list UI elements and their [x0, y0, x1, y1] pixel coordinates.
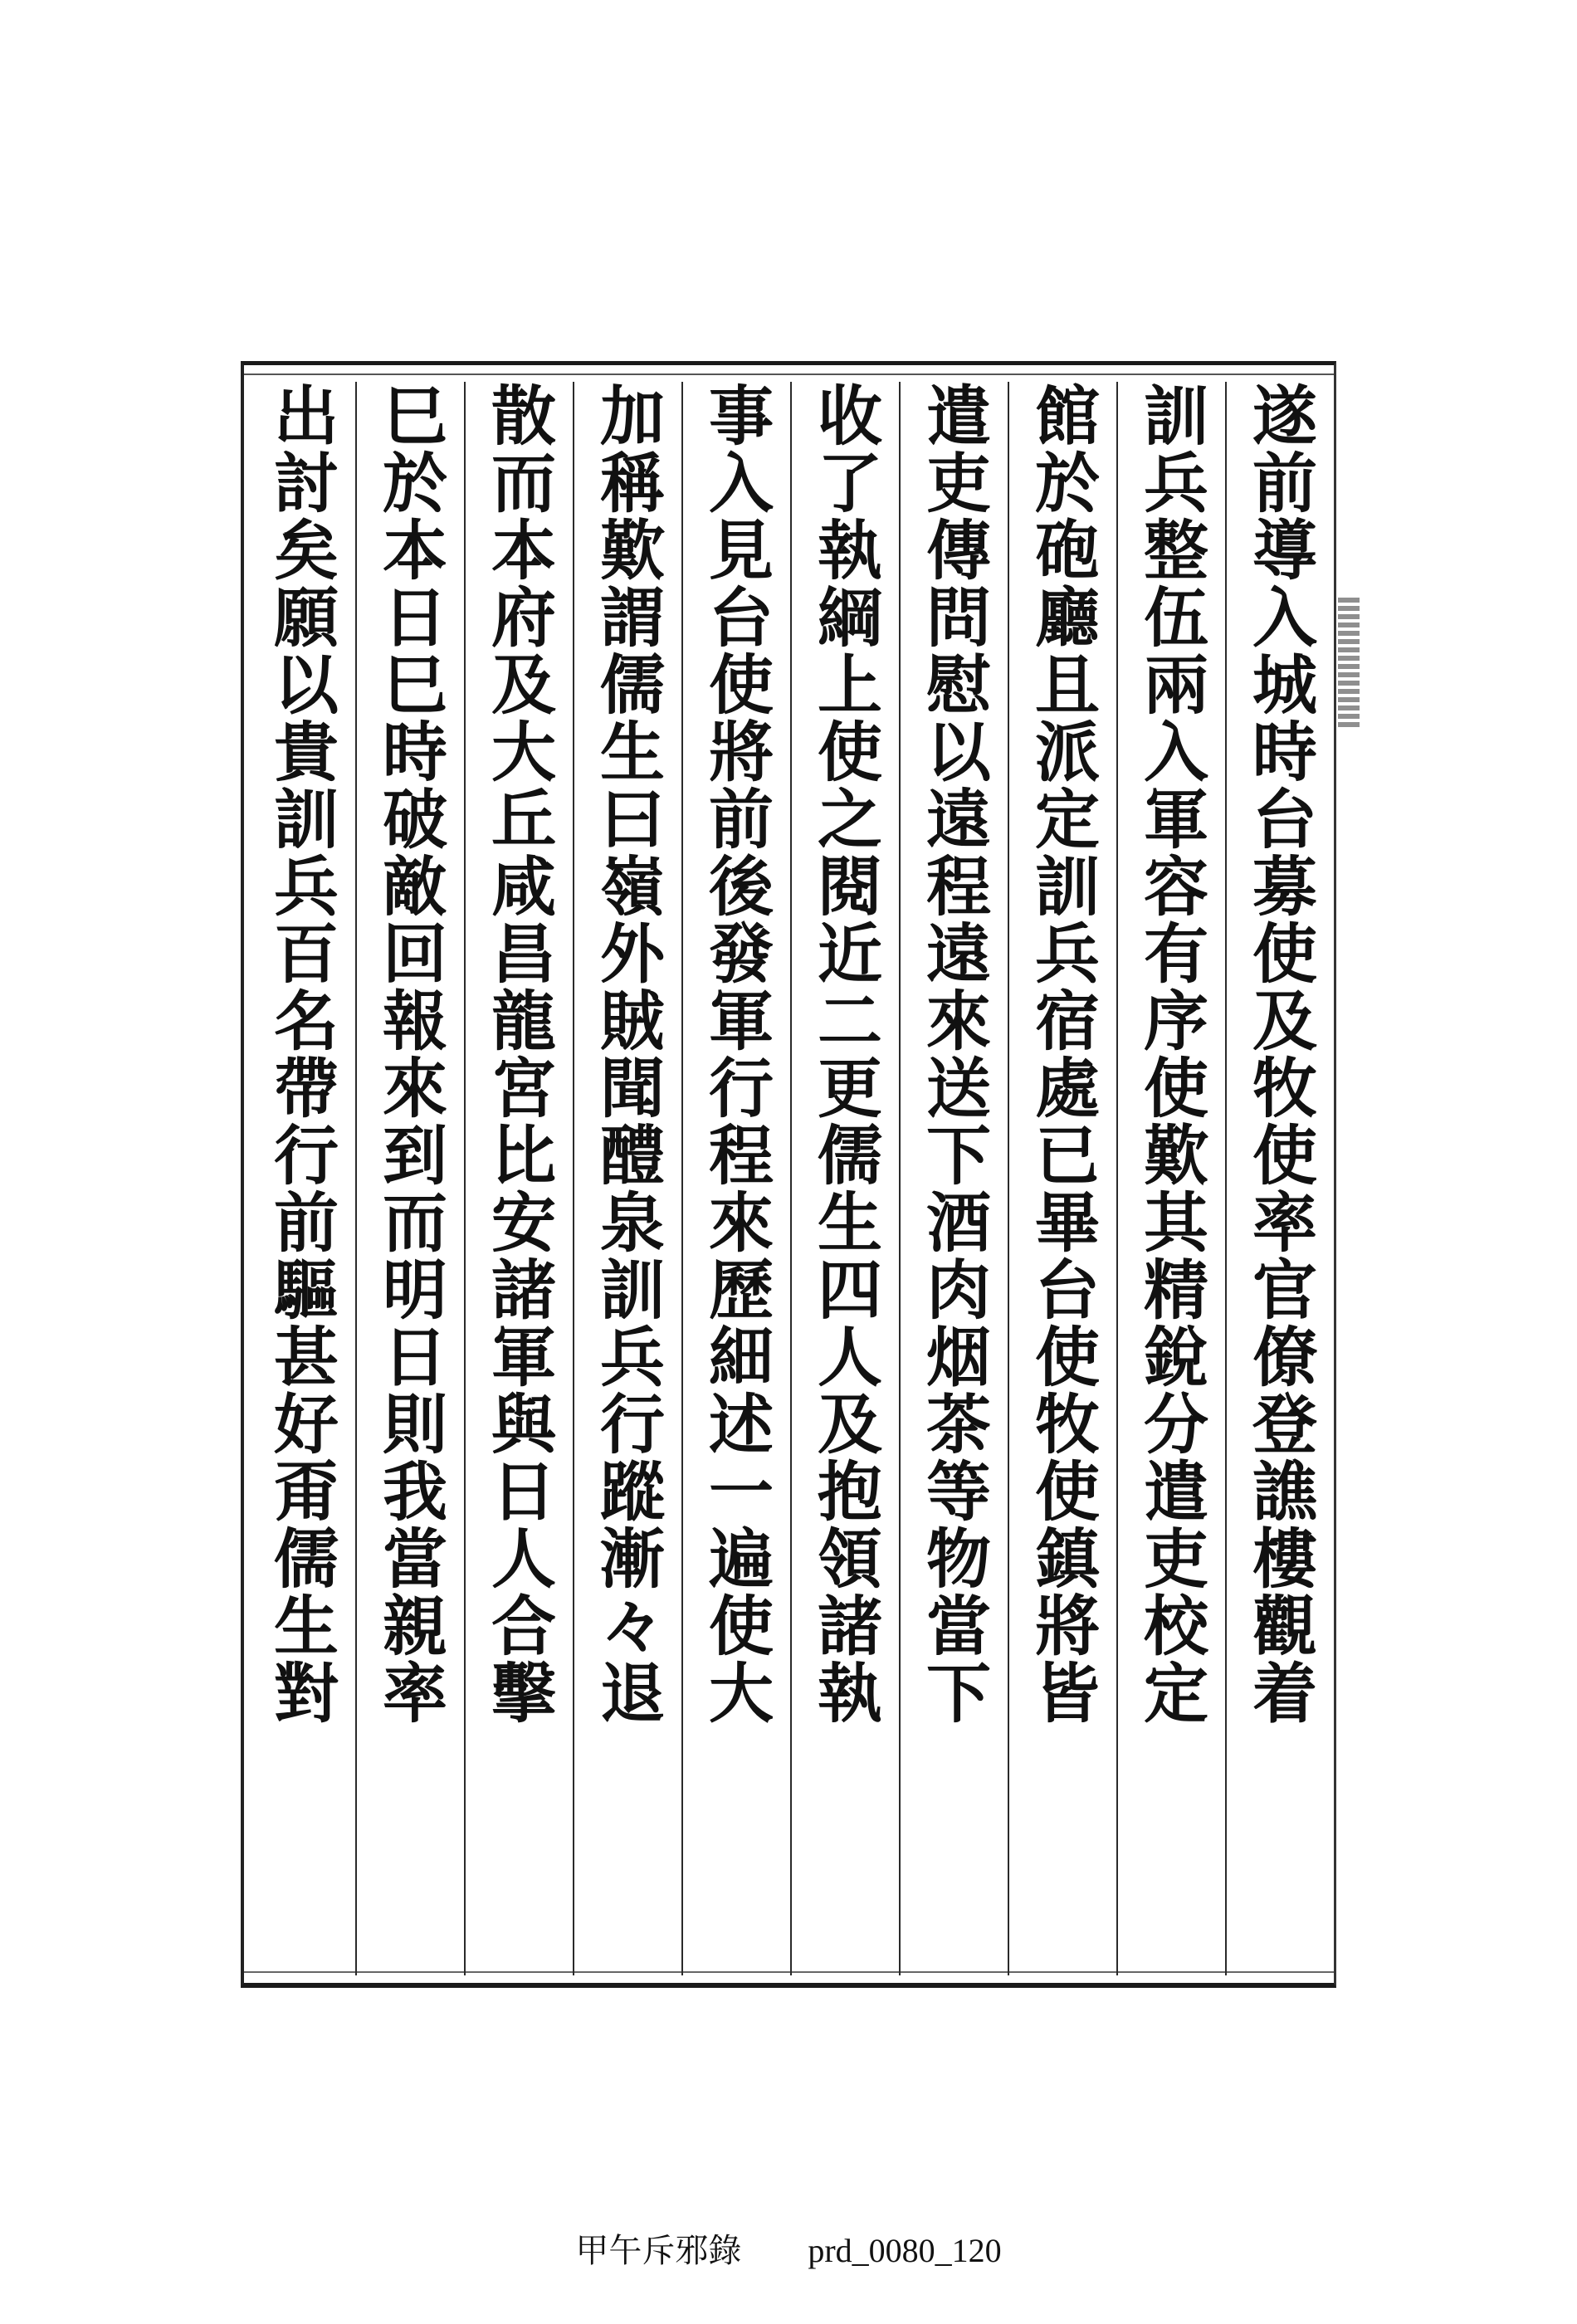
page-caption: [0, 2224, 1577, 2272]
text-column-5: [795, 382, 893, 1975]
binding-edge-mark: [1338, 598, 1360, 730]
column-rule: [1008, 382, 1009, 1975]
column-rule: [573, 382, 574, 1975]
text-column-8: [469, 382, 567, 1975]
column-text: 散而本府及大丘咸昌龍宮比安諸軍與日人合擊: [481, 382, 556, 1726]
column-rule: [355, 382, 357, 1975]
image-code: prd_0080_120: [808, 2232, 1002, 2269]
column-text: 事入見台使將前後發軍行程來歷細述一遍使大: [698, 382, 774, 1726]
column-text: 遂前導入城時台募使及牧使率官僚登譙樓觀着: [1242, 382, 1317, 1726]
column-text: 加稱歎謂儒生曰嶺外賊聞醴泉訓兵行蹤漸々退: [589, 382, 665, 1726]
text-column-4: [904, 382, 1002, 1975]
column-text: 訓兵整伍兩入軍容有序使歎其精銳分遣吏校定: [1133, 382, 1208, 1726]
column-rule: [681, 382, 683, 1975]
book-title: 甲午斥邪錄: [575, 2232, 742, 2269]
column-text: 遣吏傳問慰以遠程遠來送下酒肉烟茶等物當下: [915, 382, 991, 1726]
column-rule: [899, 382, 901, 1975]
column-text: 出討矣願以貴訓兵百名帶行前驅甚好甭儒生對: [263, 382, 339, 1726]
text-column-3: [1013, 382, 1111, 1975]
column-text: 館於砲廳且派定訓兵宿處已畢台使牧使鎮將皆: [1024, 382, 1100, 1726]
column-text: 巳於本日巳時破敵回報來到而明日則我當親率: [372, 382, 447, 1726]
text-column-7: [578, 382, 676, 1975]
frame-top-rule: [244, 374, 1334, 375]
text-column-2: [1121, 382, 1219, 1975]
text-column-1: [1230, 382, 1328, 1975]
text-column-9: [360, 382, 458, 1975]
text-frame: [241, 361, 1336, 1988]
text-column-10: [251, 382, 349, 1975]
column-rule: [1225, 382, 1227, 1975]
text-column-6: [686, 382, 784, 1975]
column-text: 收了執綱上使之閱近二更儒生四人及抱領諸執: [807, 382, 882, 1726]
column-rule: [1116, 382, 1118, 1975]
column-rule: [790, 382, 792, 1975]
column-rule: [464, 382, 466, 1975]
